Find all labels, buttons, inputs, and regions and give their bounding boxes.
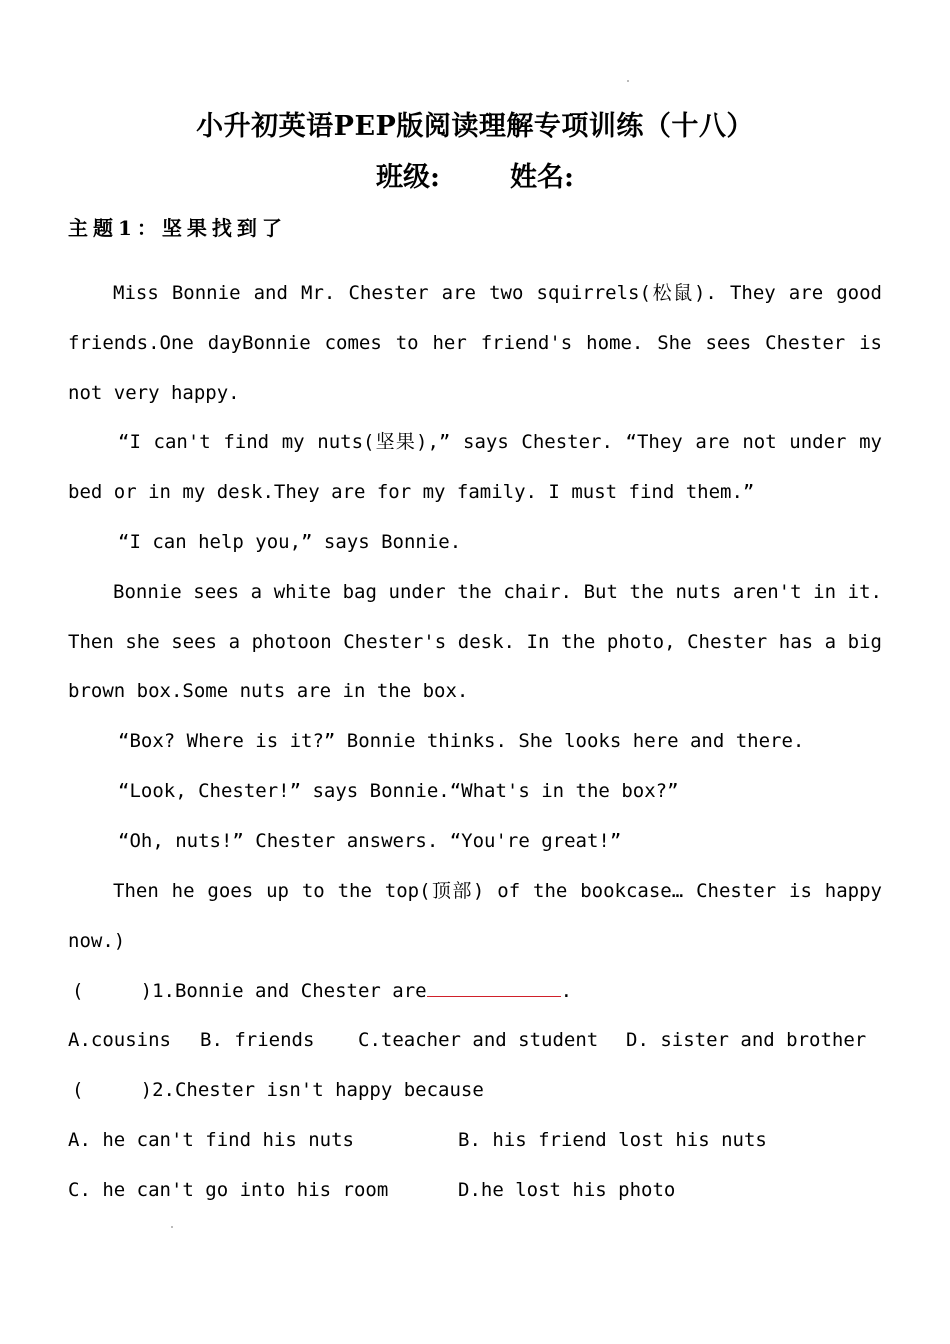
option-c: C. he can't go into his room (68, 1179, 389, 1201)
passage-line: Then he goes up to the top(顶部) of the bookcase… Chester is happy (113, 880, 882, 902)
passage-line: bed or in my desk.They are for my family. I must find them.” (68, 481, 755, 503)
question-2: ( )2.Chester isn't happy because (72, 1079, 484, 1101)
option-a: A. he can't find his nuts (68, 1129, 354, 1151)
passage-line: “Look, Chester!” says Bonnie.“What's in the box?” (118, 780, 679, 802)
name-label: 姓名: (510, 162, 574, 193)
passage-line: Bonnie sees a white bag under the chair. But the nuts aren't in it. (113, 581, 882, 603)
page-title: 小升初英语PEP版阅读理解专项训练（十八） (196, 111, 754, 142)
passage-line: Miss Bonnie and Mr. Chester are two squirrels(松鼠). They are good (113, 282, 882, 304)
option-b: B. his friend lost his nuts (458, 1129, 767, 1151)
passage-line: “I can't find my nuts(坚果),” says Chester. “They are not under my (118, 431, 882, 453)
student-info-line (0, 155, 950, 194)
passage-line: now.) (68, 930, 126, 952)
option-d: D. sister and brother (626, 1029, 867, 1051)
scan-speck (171, 1226, 173, 1228)
passage-line: Then she sees a photoon Chester's desk. In the photo, Chester has a big (68, 631, 882, 653)
passage-line: “Box? Where is it?” Bonnie thinks. She looks here and there. (118, 730, 805, 752)
option-c: C.teacher and student (358, 1029, 599, 1051)
class-label: 班级: (376, 162, 440, 193)
question-1 (72, 976, 572, 1005)
scan-speck (627, 80, 629, 82)
option-d: D.he lost his photo (458, 1179, 676, 1201)
passage-line: “I can help you,” says Bonnie. (118, 531, 462, 553)
option-a: A.cousins (68, 1029, 171, 1051)
answer-blank[interactable] (427, 976, 561, 997)
passage-line: “Oh, nuts!” Chester answers. “You're great!” (118, 830, 622, 852)
passage-line: friends.One dayBonnie comes to her friend's home. She sees Chester is (68, 332, 882, 354)
passage-line: not very happy. (68, 382, 240, 404)
passage-line: brown box.Some nuts are in the box. (68, 680, 469, 702)
option-b: B. friends (200, 1029, 315, 1051)
topic-heading: 主题1：坚果找到了 (68, 216, 287, 240)
question-1-period: . (560, 980, 573, 1002)
question-1-text: ( )1.Bonnie and Chester are (72, 980, 427, 1002)
